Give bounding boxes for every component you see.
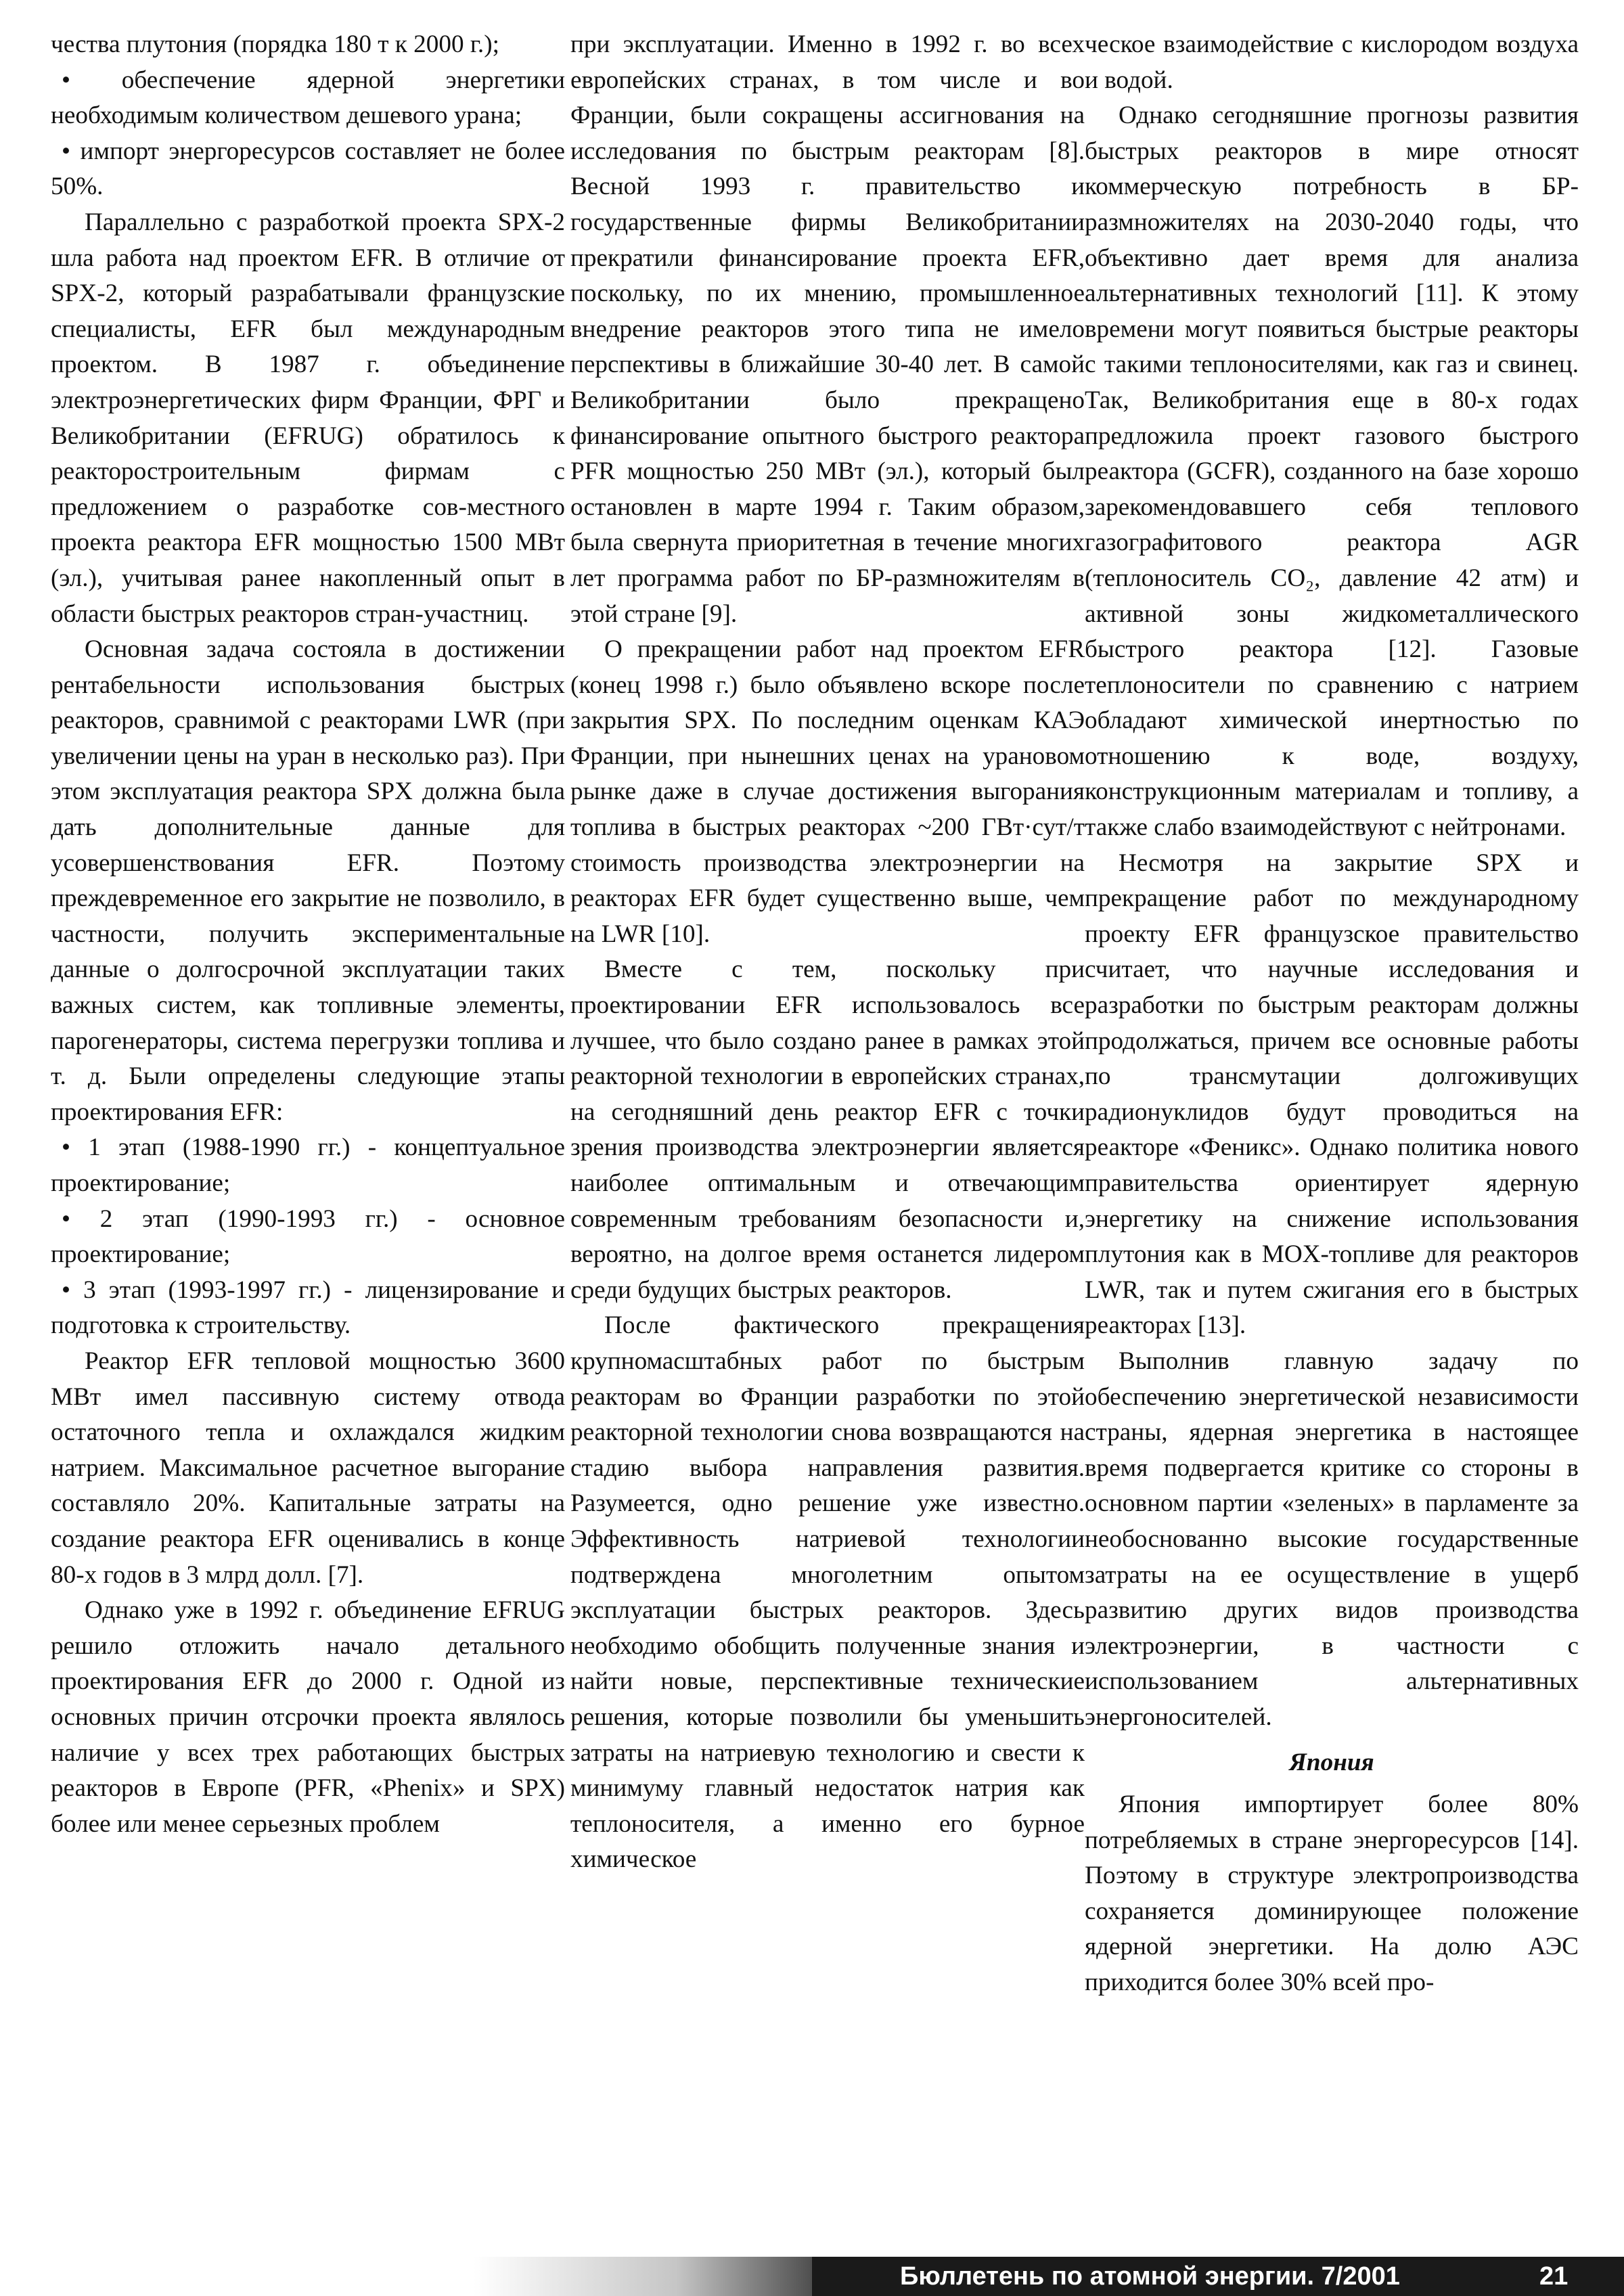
bullet-item: • 2 этап (1990-1993 гг.) - основное проектирование;: [51, 1205, 565, 1269]
paragraph: Реактор EFR тепловой мощностью 3600 МВт имел пассивную систему отвода остаточного тепла и охлаждался жидким натрием. Максимальное расчетное выгорание составляло 20%. Капитальные затраты на создание реактора EFR оценивались в конце 80-х годов в 3 млрд долл. [7].: [51, 1347, 565, 1589]
paragraph: Несмотря на закрытие SPX и прекращение работ по международному проекту EFR французское правительство считает, что научные исследования и разработки по быстрым реакторам должны продолжаться, причем все основные работы по трансмутации долгоживущих радионуклидов будут проводиться на реакторе «Феникс». Однако политика нового правительства ориентирует ядерную энергетику на снижение использования плутония как в MOX-топливе для реакторов LWR, так и путем сжигания его в быстрых реакторах [13].: [1085, 849, 1579, 1340]
paragraph: Однако сегодняшние прогнозы развития быстрых реакторов в мире относят коммерческую потребность в БР-размножителях на 2030-2040 годы, что объективно дает время для анализа альтернативных технологий [11]. К этому времени могут появиться быстрые реакторы с такими теплоносителями, как газ и свинец. Так, Великобритания еще в 80-х годах предложила проект газового быстрого реактора (GCFR), созданного на базе хорошо зарекомендовавшего себя теплового газографитового реактора AGR (теплоноситель CO₂, давление 42 атм) и активной зоны жидкометаллического быстрого реактора [12]. Газовые теплоносители по сравнению с натрием обладают химической инертностью по отношению к воде, воздуху, конструкционным материалам и топливу, а также слабо взаимодействуют с нейтронами.: [1085, 102, 1579, 842]
paragraph: Параллельно с разработкой проекта SPX-2 шла работа над проектом EFR. В отличие от SPX-2, который разрабатывали французские специалисты, EFR был международным проектом. В 1987 г. объединение электроэнергетических фирм Франции, ФРГ и Великобритании (EFRUG) обратилось к реакторостроительным фирмам с предложением о разработке сов-местного проекта реактора EFR мощностью 1500 МВт (эл.), учитывая ранее накопленный опыт в области быстрых реакторов стран-участниц.: [51, 208, 565, 628]
paragraph: О прекращении работ над проектом EFR (конец 1998 г.) было объявлено вскоре после закрытия SPX. По последним оценкам КАЭ Франции, при нынешних ценах на урановом рынке даже в случае достижения выгорания топлива в быстрых реакторах ~200 ГВт·сут/т стоимость производства электроэнергии на реакторах EFR будет существенно выше, чем на LWR [10].: [570, 635, 1085, 948]
paragraph: Выполнив главную задачу по обеспечению энергетической независимости страны, ядерная энергетика в настоящее время подвергается критике со стороны в основном партии «зеленых» в парламенте за необоснованно высокие государственные затраты на ее осуществление в ущерб развитию других видов производства электроэнергии, в частности с использованием альтернативных энергоносителей.: [1085, 1347, 1579, 1731]
page-footer: [0, 2257, 1624, 2296]
text-column-2: [570, 27, 1085, 1878]
text-column-3: [1085, 27, 1579, 2001]
section-heading-japan: Япония: [1289, 1748, 1374, 1776]
paragraph: После фактического прекращения крупномасштабных работ по быстрым реакторам во Франции разработки по этой реакторной технологии снова возвращаются на стадию выбора направления развития. Разумеется, одно решение уже известно. Эффективность натриевой технологии подтверждена многолетним опытом эксплуатации быстрых реакторов. Здесь необходимо обобщить полученные знания и найти новые, перспективные технические решения, которые позволили бы уменьшить затраты на натриевую технологию и свести к минимуму главный недостаток натрия как теплоносителя, а именно его бурное химическое: [570, 1311, 1085, 1874]
bullet-item: • 1 этап (1988-1990 гг.) - концептуальное проектирование;: [51, 1133, 565, 1197]
paragraph: Основная задача состояла в достижении рентабельности использования быстрых реакторов, сравнимой с реакторами LWR (при увеличении цены на уран в несколько раз). При этом эксплуатация реактора SPX должна была дать дополнительные данные для усовершенствования EFR. Поэтому преждевременное его закрытие не позволило, в частности, получить экспериментальные данные о долгосрочной эксплуатации таких важных систем, как топливные элементы, парогенераторы, система перегрузки топлива и т. д. Были определены следующие этапы проектирования EFR:: [51, 635, 565, 1126]
bullet-item: • обеспечение ядерной энергетики необходимым количеством дешевого урана;: [51, 66, 565, 130]
text-column-1: [51, 27, 565, 1842]
paragraph: чества плутония (порядка 180 т к 2000 г.);: [51, 30, 499, 58]
paragraph: ческое взаимодействие с кислородом воздуха и водой.: [1085, 30, 1579, 94]
bullet-item: • импорт энергоресурсов составляет не более 50%.: [51, 137, 565, 201]
footer-decoration: [474, 2257, 812, 2296]
paragraph: Вместе с тем, поскольку при проектировании EFR использовалось все лучшее, что было создано ранее в рамках этой реакторной технологии в европейских странах, на сегодняшний день реактор EFR с точки зрения производства электроэнергии является наиболее оптимальным и отвечающим современным требованиям безопасности и, вероятно, на долгое время останется лидером среди будущих быстрых реакторов.: [570, 955, 1085, 1304]
paragraph: Однако уже в 1992 г. объединение EFRUG решило отложить начало детального проектирования EFR до 2000 г. Одной из основных причин отсрочки проекта являлось наличие у всех трех работающих быстрых реакторов в Европе (PFR, «Phenix» и SPX) более или менее серьезных проблем: [51, 1596, 565, 1838]
paragraph: при эксплуатации. Именно в 1992 г. во всех европейских странах, в том числе и во Франции, были сокращены ассигнования на исследования по быстрым реакторам [8]. Весной 1993 г. правительство и государственные фирмы Великобритании прекратили финансирование проекта EFR, поскольку, по их мнению, промышленное внедрение реакторов этого типа не имело перспективы в ближайшие 30-40 лет. В самой Великобритании было прекращено финансирование опытного быстрого реактора PFR мощностью 250 МВт (эл.), который был остановлен в марте 1994 г. Таким образом, была свернута приоритетная в течение многих лет программа работ по БР-размножителям в этой стране [9].: [570, 30, 1085, 628]
journal-title: Бюллетень по атомной энергии. 7/2001: [900, 2262, 1400, 2291]
paragraph: Япония импортирует более 80% потребляемых в стране энергоресурсов [14]. Поэтому в структуре электропроизводства сохраняется доминирующее положение ядерной энергетики. На долю АЭС приходится более 30% всей про-: [1085, 1791, 1579, 1997]
bullet-item: • 3 этап (1993-1997 гг.) - лицензирование и подготовка к строительству.: [51, 1276, 565, 1340]
page-number: 21: [1539, 2262, 1569, 2291]
